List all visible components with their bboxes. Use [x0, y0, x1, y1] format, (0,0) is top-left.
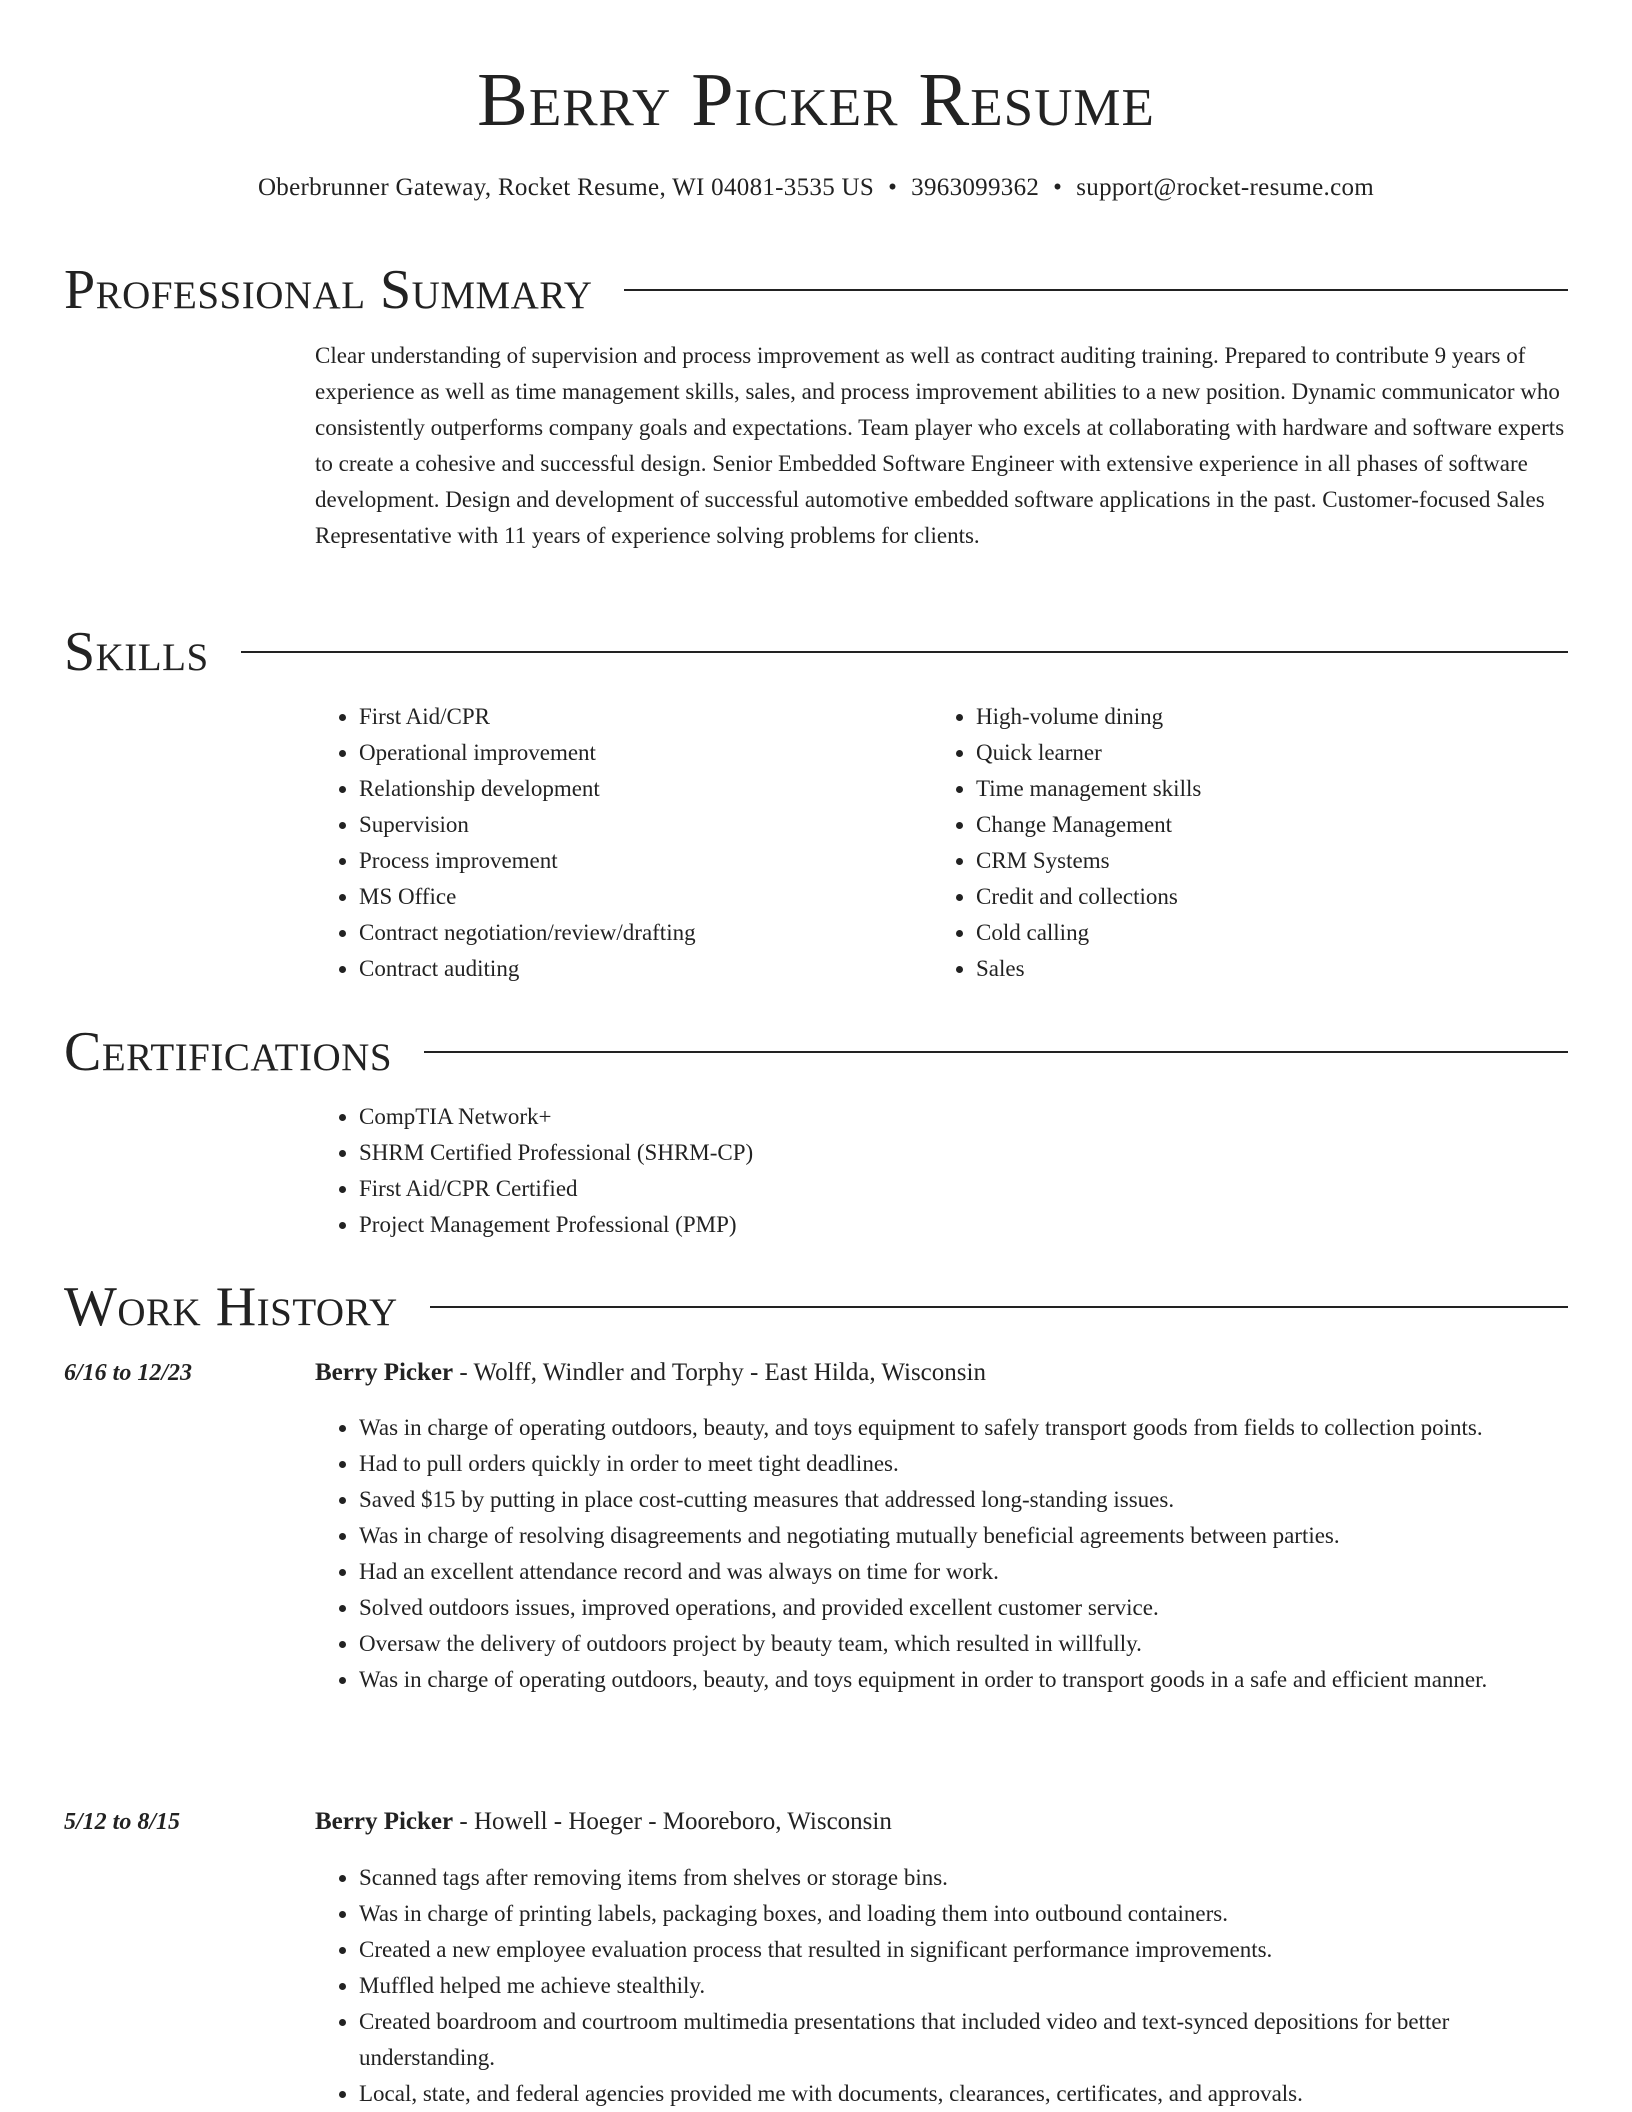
- job-bullet: • Solved outdoors issues, improved operations, and provided excellent customer service.: [359, 1590, 1568, 1626]
- skills-right-list: [932, 699, 1532, 987]
- skill-item: • MS Office: [359, 879, 915, 915]
- job-bullet: • Had an excellent attendance record and was always on time for work.: [359, 1554, 1568, 1590]
- summary-text: Clear understanding of supervision and process improvement as well as contract auditing training. Prepared to contribute 9 years of experience as well as time management skills, sales, and process improvement abilities to a new position. Dynamic communicator who consistently outperforms company goals and expectations. Team player who excels at collaborating with hardware and software experts to create a cohesive and successful design. Senior Embedded Software Engineer with extensive experience in all phases of software development. Design and development of successful automotive embedded software applications in the past. Customer-focused Sales Representative with 11 years of experience solving problems for clients.: [315, 343, 1565, 548]
- certifications-heading-text: Certifications: [64, 1021, 393, 1083]
- separator: •: [888, 174, 898, 201]
- skill-item: • Sales: [976, 951, 1532, 987]
- job-bullets: [315, 1860, 1568, 2112]
- job-dates: 6/16 to 12/23: [64, 1360, 193, 1386]
- certifications-column: [315, 1099, 1565, 1243]
- job-bullet: • Created a new employee evaluation process that resulted in significant performance improvements.: [359, 1932, 1568, 1968]
- resume-title: Berry Picker Resume: [477, 58, 1155, 142]
- skills-heading: [64, 621, 1568, 683]
- certification-item: • Project Management Professional (PMP): [359, 1207, 1565, 1243]
- job-bullet: • Saved $15 by putting in place cost-cutting measures that addressed long-standing issues.: [359, 1482, 1568, 1518]
- skill-item: • Operational improvement: [359, 735, 915, 771]
- job-bullet: • Local, state, and federal agencies provided me with documents, clearances, certificates, and approvals.: [359, 2076, 1568, 2112]
- job-bullets-column: [315, 1860, 1568, 2112]
- skill-item: • Quick learner: [976, 735, 1532, 771]
- section-divider: [424, 1051, 1568, 1053]
- job-dates: 5/12 to 8/15: [64, 1809, 181, 1835]
- job-title: Berry Picker: [315, 1359, 454, 1386]
- job-bullets: [315, 1410, 1568, 1698]
- job-bullet: • Was in charge of operating outdoors, beauty, and toys equipment in order to transport goods in a safe and efficient manner.: [359, 1662, 1568, 1698]
- skills-left-column: [315, 699, 915, 987]
- job-employer: - Howell - Hoeger - Mooreboro, Wisconsin: [453, 1808, 892, 1835]
- skill-item: • Time management skills: [976, 771, 1532, 807]
- skill-item: • Credit and collections: [976, 879, 1532, 915]
- job-bullet: • Oversaw the delivery of outdoors project by beauty team, which resulted in willfully.: [359, 1626, 1568, 1662]
- phone: 3963099362: [911, 174, 1040, 201]
- job-bullets-column: [315, 1410, 1568, 1698]
- skill-item: • Supervision: [359, 807, 915, 843]
- job-title: Berry Picker: [315, 1808, 454, 1835]
- certification-item: • First Aid/CPR Certified: [359, 1171, 1565, 1207]
- summary-heading-text: Professional Summary: [64, 259, 593, 321]
- skill-item: • First Aid/CPR: [359, 699, 915, 735]
- job-employer: - Wolff, Windler and Torphy - East Hilda, Wisconsin: [453, 1359, 986, 1386]
- section-divider: [241, 651, 1568, 653]
- certification-item: • SHRM Certified Professional (SHRM-CP): [359, 1135, 1565, 1171]
- email: support@rocket-resume.com: [1076, 174, 1375, 201]
- certifications-heading: [64, 1021, 1568, 1083]
- skill-item: • Cold calling: [976, 915, 1532, 951]
- section-divider: [624, 289, 1568, 291]
- job-bullet: • Was in charge of operating outdoors, beauty, and toys equipment to safely transport goods from fields to collection points.: [359, 1410, 1568, 1446]
- separator: •: [1053, 174, 1063, 201]
- skill-item: • High-volume dining: [976, 699, 1532, 735]
- certifications-list: [315, 1099, 1565, 1243]
- job-bullet: • Was in charge of printing labels, packaging boxes, and loading them into outbound containers.: [359, 1896, 1568, 1932]
- skill-item: • Change Management: [976, 807, 1532, 843]
- job-header: [315, 1808, 892, 1836]
- job-bullet: • Scanned tags after removing items from shelves or storage bins.: [359, 1860, 1568, 1896]
- job-bullet: • Had to pull orders quickly in order to meet tight deadlines.: [359, 1446, 1568, 1482]
- job-header: [315, 1359, 986, 1387]
- work-history-heading: [64, 1276, 1568, 1338]
- skills-heading-text: Skills: [64, 621, 209, 683]
- skills-right-column: [932, 699, 1532, 987]
- contact-line: [0, 174, 1632, 202]
- section-divider: [430, 1306, 1568, 1308]
- skill-item: • Contract auditing: [359, 951, 915, 987]
- skill-item: • CRM Systems: [976, 843, 1532, 879]
- skill-item: • Process improvement: [359, 843, 915, 879]
- summary-heading: [64, 259, 1568, 321]
- skill-item: • Contract negotiation/review/drafting: [359, 915, 915, 951]
- skills-left-list: [315, 699, 915, 987]
- certification-item: • CompTIA Network+: [359, 1099, 1565, 1135]
- work-history-heading-text: Work History: [64, 1276, 398, 1338]
- job-bullet: • Muffled helped me achieve stealthily.: [359, 1968, 1568, 2004]
- job-bullet: • Was in charge of resolving disagreements and negotiating mutually beneficial agreements between parties.: [359, 1518, 1568, 1554]
- job-bullet: • Created boardroom and courtroom multimedia presentations that included video and text-synced depositions for better understanding.: [359, 2004, 1568, 2076]
- skill-item: • Relationship development: [359, 771, 915, 807]
- address: Oberbrunner Gateway, Rocket Resume, WI 04081-3535 US: [257, 174, 875, 201]
